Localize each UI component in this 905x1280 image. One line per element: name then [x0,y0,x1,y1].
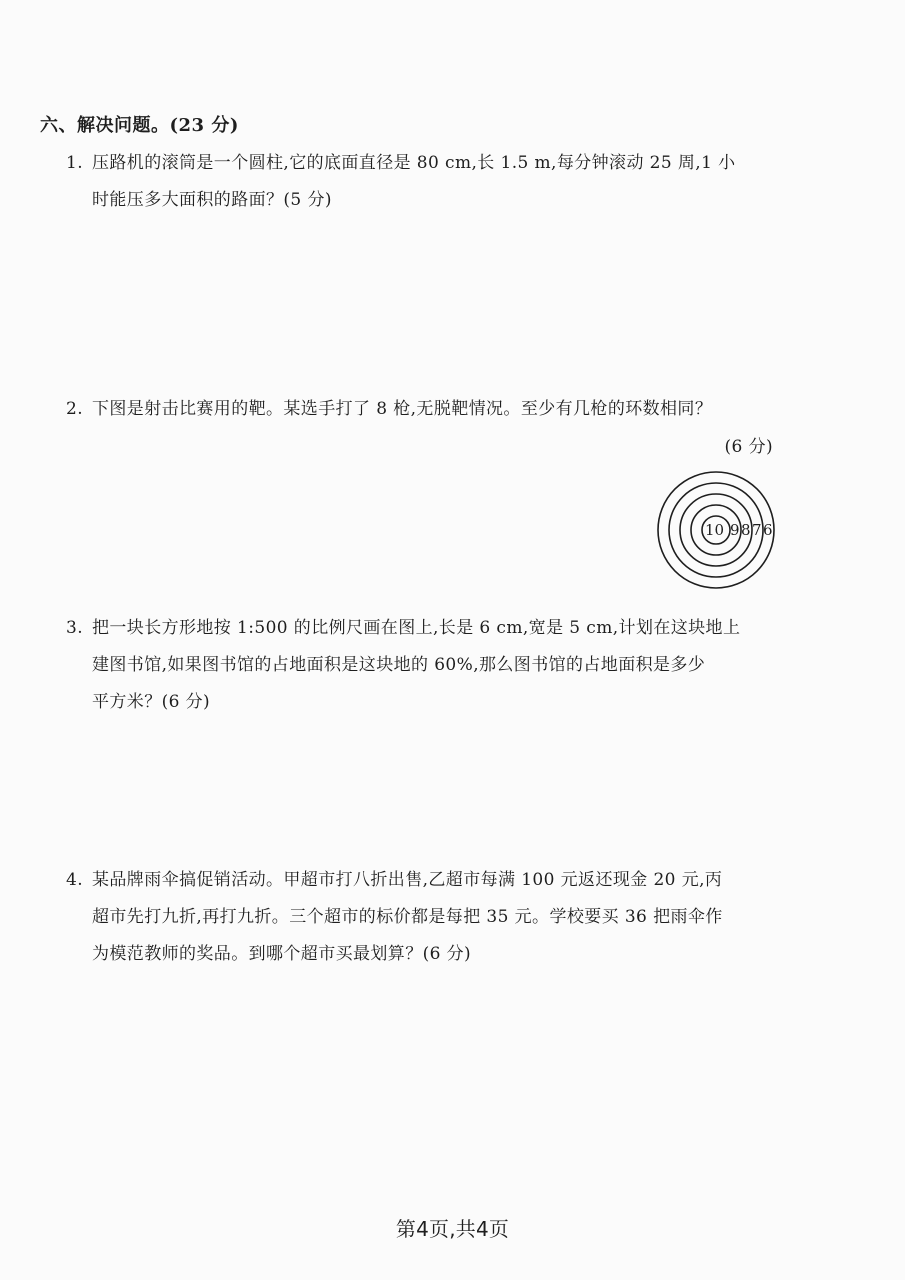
section-title: 六、解决问题。(23 分) [40,115,239,136]
target-label-8: 8 [741,521,751,539]
question-text-line: 为模范教师的奖品。到哪个超市买最划算？(6 分) [92,944,472,964]
target-label-7: 7 [752,521,762,539]
page-footer: 第4页,共4页 [395,1217,510,1241]
question-3 [66,610,778,721]
question-1 [66,145,778,219]
target-label-6: 6 [763,521,773,539]
question-text-line: 某品牌雨伞搞促销活动。甲超市打八折出售,乙超市每满 100 元返还现金 20 元,丙 [92,870,723,890]
question-2-score: (6 分) [724,437,773,457]
question-text-line: 压路机的滚筒是一个圆柱,它的底面直径是 80 cm,长 1.5 m,每分钟滚动 25 周,1 小 [92,153,736,173]
shooting-target-figure [656,470,776,590]
question-number: 3. [66,618,84,638]
question-text-line: 把一块长方形地按 1:500 的比例尺画在图上,长是 6 cm,宽是 5 cm,计划在这块地上 [92,618,741,638]
question-text-line: 下图是射击比赛用的靶。某选手打了 8 枪,无脱靶情况。至少有几枪的环数相同？ [92,399,713,419]
question-2 [66,391,778,428]
question-text-line: 时能压多大面积的路面？(5 分) [92,190,332,210]
target-label-9: 9 [730,521,740,539]
question-number: 2. [66,399,84,419]
question-text-line: 平方米？(6 分) [92,692,211,712]
question-text-line: 建图书馆,如果图书馆的占地面积是这块地的 60%,那么图书馆的占地面积是多少 [92,655,706,675]
question-4 [66,862,778,973]
question-text-line: 超市先打九折,再打九折。三个超市的标价都是每把 35 元。学校要买 36 把雨伞作 [92,907,723,927]
question-number: 4. [66,870,84,890]
question-number: 1. [66,153,84,173]
target-label-10: 10 [705,521,725,539]
